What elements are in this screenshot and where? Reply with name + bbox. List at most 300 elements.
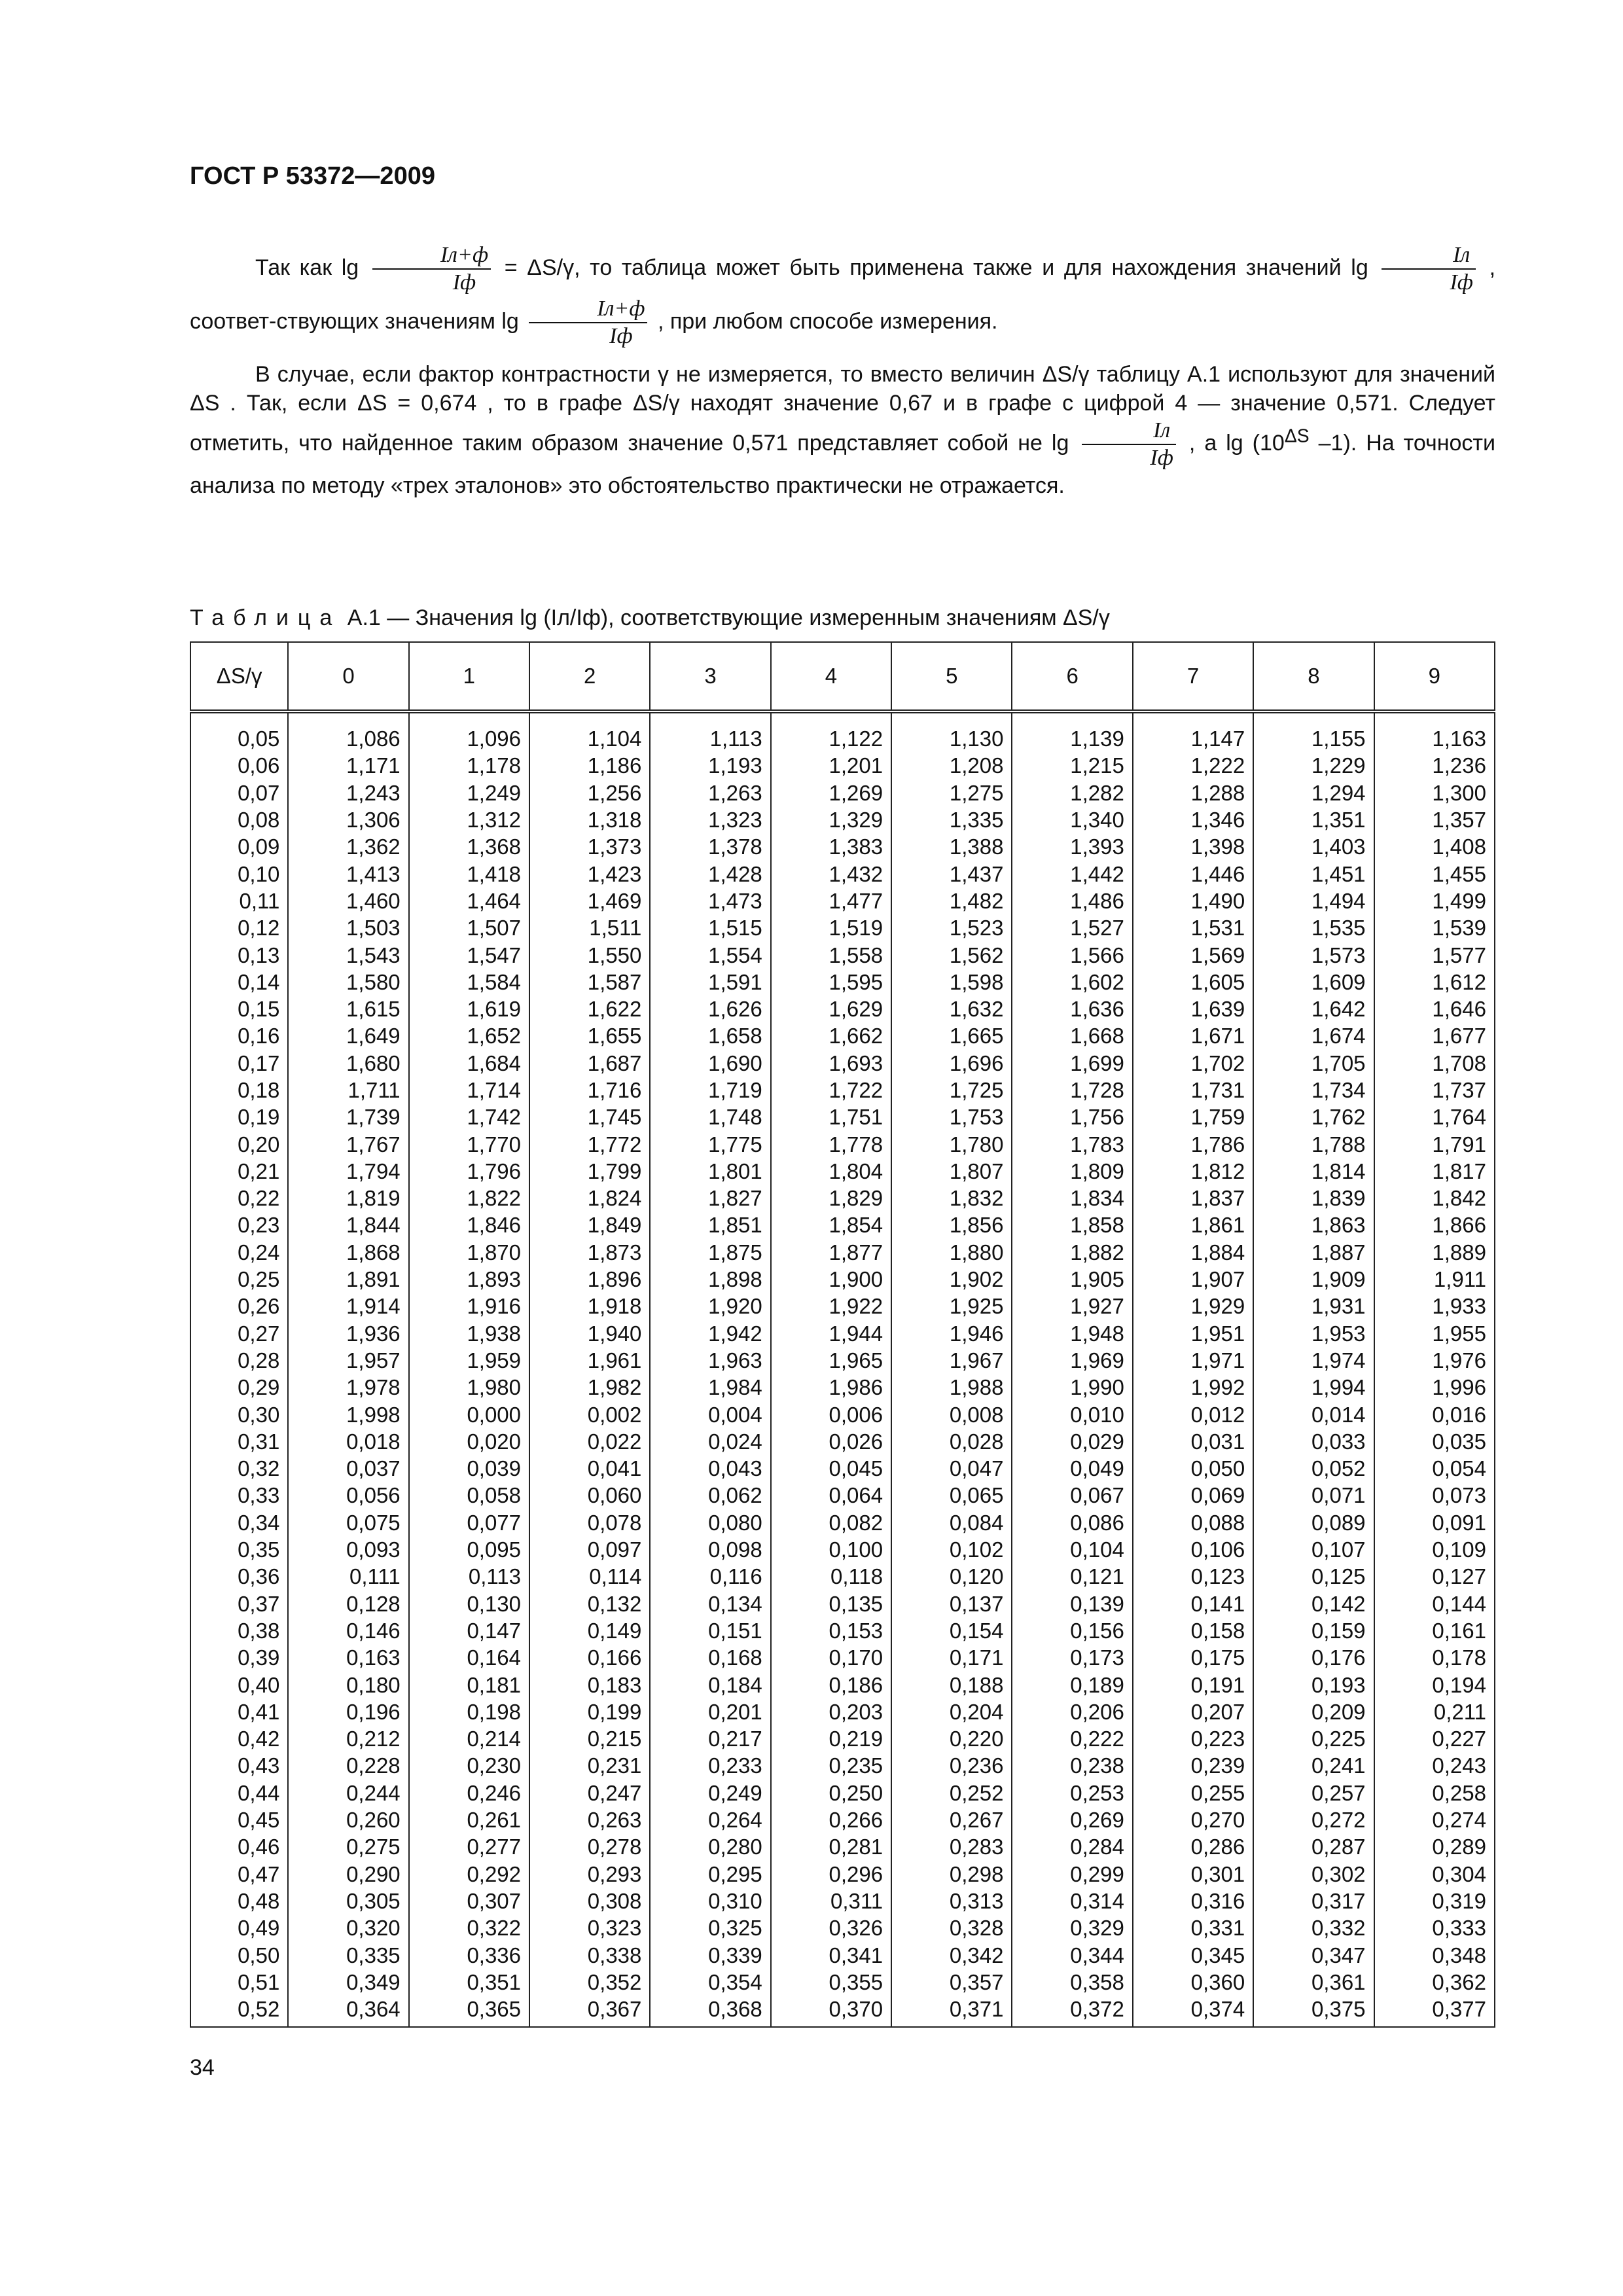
value-cell: 0,171 <box>891 1644 1012 1671</box>
value-cell: 0,016 <box>1374 1401 1495 1427</box>
value-cell: 1,974 <box>1253 1347 1374 1374</box>
value-cell: 0,246 <box>409 1780 529 1806</box>
paragraph-1-part-c: , соответ-ствующих значениям lg <box>190 255 1496 334</box>
value-cell: 0,362 <box>1374 1969 1495 1996</box>
value-cell: 0,333 <box>1374 1914 1495 1941</box>
value-cell: 1,569 <box>1133 941 1253 968</box>
value-cell: 0,241 <box>1253 1752 1374 1779</box>
value-cell: 1,992 <box>1133 1374 1253 1401</box>
value-cell: 0,153 <box>771 1617 891 1644</box>
value-cell: 0,305 <box>288 1888 408 1914</box>
value-cell: 1,587 <box>529 969 650 996</box>
value-cell: 1,288 <box>1133 780 1253 806</box>
value-cell: 0,377 <box>1374 1996 1495 2027</box>
table-row <box>190 888 1495 914</box>
value-cell: 0,047 <box>891 1455 1012 1482</box>
value-cell: 1,739 <box>288 1103 408 1130</box>
value-cell: 0,247 <box>529 1780 650 1806</box>
value-cell: 1,222 <box>1133 752 1253 779</box>
value-cell: 0,342 <box>891 1941 1012 1968</box>
row-key-cell: 0,18 <box>190 1077 288 1103</box>
value-cell: 1,914 <box>288 1293 408 1319</box>
value-cell: 1,702 <box>1133 1050 1253 1077</box>
fraction-lf-second <box>529 296 647 350</box>
value-cell: 0,317 <box>1253 1888 1374 1914</box>
value-cell: 0,335 <box>288 1941 408 1968</box>
row-key-cell: 0,27 <box>190 1320 288 1347</box>
value-cell: 1,809 <box>1012 1158 1132 1185</box>
table-row <box>190 1860 1495 1887</box>
value-cell: 1,464 <box>409 888 529 914</box>
value-cell: 1,938 <box>409 1320 529 1347</box>
value-cell: 1,632 <box>891 996 1012 1022</box>
value-cell: 1,796 <box>409 1158 529 1185</box>
value-cell: 1,936 <box>288 1320 408 1347</box>
value-cell: 0,154 <box>891 1617 1012 1644</box>
value-cell: 1,817 <box>1374 1158 1495 1185</box>
value-cell: 1,096 <box>409 711 529 752</box>
row-key-cell: 0,15 <box>190 996 288 1022</box>
value-cell: 1,486 <box>1012 888 1132 914</box>
value-cell: 0,026 <box>771 1428 891 1455</box>
value-cell: 1,646 <box>1374 996 1495 1022</box>
value-cell: 1,875 <box>650 1239 770 1266</box>
value-cell: 1,665 <box>891 1022 1012 1049</box>
value-cell: 0,071 <box>1253 1482 1374 1509</box>
value-cell: 0,206 <box>1012 1698 1132 1725</box>
value-cell: 1,909 <box>1253 1266 1374 1293</box>
table-row <box>190 996 1495 1022</box>
value-cell: 1,762 <box>1253 1103 1374 1130</box>
value-cell: 1,858 <box>1012 1211 1132 1238</box>
row-key-cell: 0,46 <box>190 1833 288 1860</box>
value-cell: 0,214 <box>409 1725 529 1752</box>
value-cell: 0,050 <box>1133 1455 1253 1482</box>
value-cell: 0,075 <box>288 1509 408 1536</box>
value-cell: 1,446 <box>1133 860 1253 887</box>
fraction-l-numerator: Iл <box>1382 242 1475 270</box>
value-cell: 0,151 <box>650 1617 770 1644</box>
value-cell: 0,277 <box>409 1833 529 1860</box>
value-cell: 0,121 <box>1012 1563 1132 1590</box>
value-cell: 1,413 <box>288 860 408 887</box>
column-header-9: 8 <box>1253 642 1374 711</box>
value-cell: 1,584 <box>409 969 529 996</box>
value-cell: 1,535 <box>1253 914 1374 941</box>
value-cell: 1,171 <box>288 752 408 779</box>
value-cell: 0,243 <box>1374 1752 1495 1779</box>
value-cell: 0,052 <box>1253 1455 1374 1482</box>
value-cell: 0,078 <box>529 1509 650 1536</box>
value-cell: 1,976 <box>1374 1347 1495 1374</box>
value-cell: 0,175 <box>1133 1644 1253 1671</box>
value-cell: 0,354 <box>650 1969 770 1996</box>
table-caption-label: Таблица <box>190 605 342 630</box>
value-cell: 1,428 <box>650 860 770 887</box>
value-cell: 1,086 <box>288 711 408 752</box>
value-cell: 0,065 <box>891 1482 1012 1509</box>
table-row <box>190 1914 1495 1941</box>
value-cell: 1,163 <box>1374 711 1495 752</box>
value-cell: 1,269 <box>771 780 891 806</box>
value-cell: 1,984 <box>650 1374 770 1401</box>
value-cell: 0,091 <box>1374 1509 1495 1536</box>
value-cell: 1,778 <box>771 1130 891 1157</box>
value-cell: 1,573 <box>1253 941 1374 968</box>
value-cell: 1,759 <box>1133 1103 1253 1130</box>
value-cell: 0,336 <box>409 1941 529 1968</box>
value-cell: 0,111 <box>288 1563 408 1590</box>
value-cell: 1,263 <box>650 780 770 806</box>
value-cell: 1,378 <box>650 833 770 860</box>
value-cell: 1,469 <box>529 888 650 914</box>
value-cell: 1,944 <box>771 1320 891 1347</box>
table-row <box>190 1347 1495 1374</box>
value-cell: 0,375 <box>1253 1996 1374 2027</box>
value-cell: 1,300 <box>1374 780 1495 806</box>
column-header-10: 9 <box>1374 642 1495 711</box>
value-cell: 0,116 <box>650 1563 770 1590</box>
value-cell: 1,636 <box>1012 996 1132 1022</box>
value-cell: 1,674 <box>1253 1022 1374 1049</box>
value-cell: 0,252 <box>891 1780 1012 1806</box>
table-row <box>190 1996 1495 2027</box>
value-cell: 1,866 <box>1374 1211 1495 1238</box>
value-cell: 1,652 <box>409 1022 529 1049</box>
value-cell: 1,705 <box>1253 1050 1374 1077</box>
value-cell: 0,308 <box>529 1888 650 1914</box>
value-cell: 1,312 <box>409 806 529 833</box>
row-key-cell: 0,25 <box>190 1266 288 1293</box>
value-cell: 1,748 <box>650 1103 770 1130</box>
value-cell: 1,527 <box>1012 914 1132 941</box>
table-row <box>190 1563 1495 1590</box>
value-cell: 1,905 <box>1012 1266 1132 1293</box>
value-cell: 1,967 <box>891 1347 1012 1374</box>
row-key-cell: 0,33 <box>190 1482 288 1509</box>
value-cell: 1,477 <box>771 888 891 914</box>
row-key-cell: 0,19 <box>190 1103 288 1130</box>
value-cell: 0,281 <box>771 1833 891 1860</box>
table-row <box>190 1617 1495 1644</box>
row-key-cell: 0,11 <box>190 888 288 914</box>
value-cell: 1,699 <box>1012 1050 1132 1077</box>
value-cell: 0,201 <box>650 1698 770 1725</box>
table-row <box>190 1374 1495 1401</box>
value-cell: 0,322 <box>409 1914 529 1941</box>
table-row <box>190 711 1495 752</box>
value-cell: 0,130 <box>409 1590 529 1617</box>
value-cell: 1,900 <box>771 1266 891 1293</box>
value-cell: 1,256 <box>529 780 650 806</box>
value-cell: 1,306 <box>288 806 408 833</box>
value-cell: 0,313 <box>891 1888 1012 1914</box>
value-cell: 0,360 <box>1133 1969 1253 1996</box>
value-cell: 0,106 <box>1133 1536 1253 1563</box>
row-key-cell: 0,43 <box>190 1752 288 1779</box>
value-cell: 1,728 <box>1012 1077 1132 1103</box>
value-cell: 0,100 <box>771 1536 891 1563</box>
paragraph-2-part-b: , а lg (10 <box>1188 430 1285 456</box>
row-key-cell: 0,06 <box>190 752 288 779</box>
value-cell: 0,364 <box>288 1996 408 2027</box>
value-cell: 0,069 <box>1133 1482 1253 1509</box>
row-key-cell: 0,39 <box>190 1644 288 1671</box>
table-row <box>190 806 1495 833</box>
table-row <box>190 1969 1495 1996</box>
value-cell: 1,742 <box>409 1103 529 1130</box>
value-cell: 0,269 <box>1012 1806 1132 1833</box>
value-cell: 0,230 <box>409 1752 529 1779</box>
row-key-cell: 0,41 <box>190 1698 288 1725</box>
table-row <box>190 1428 1495 1455</box>
value-cell: 0,374 <box>1133 1996 1253 2027</box>
value-cell: 1,819 <box>288 1185 408 1211</box>
value-cell: 1,812 <box>1133 1158 1253 1185</box>
value-cell: 0,239 <box>1133 1752 1253 1779</box>
value-cell: 0,207 <box>1133 1698 1253 1725</box>
column-header-5: 4 <box>771 642 891 711</box>
value-cell: 0,345 <box>1133 1941 1253 1968</box>
value-cell: 0,035 <box>1374 1428 1495 1455</box>
value-cell: 1,494 <box>1253 888 1374 914</box>
value-cell: 0,127 <box>1374 1563 1495 1590</box>
value-cell: 0,004 <box>650 1401 770 1427</box>
value-cell: 1,844 <box>288 1211 408 1238</box>
value-cell: 0,137 <box>891 1590 1012 1617</box>
value-cell: 0,080 <box>650 1509 770 1536</box>
value-cell: 1,772 <box>529 1130 650 1157</box>
table-row <box>190 1752 1495 1779</box>
value-cell: 1,794 <box>288 1158 408 1185</box>
value-cell: 1,767 <box>288 1130 408 1157</box>
value-cell: 0,292 <box>409 1860 529 1887</box>
value-cell: 1,473 <box>650 888 770 914</box>
value-cell: 0,134 <box>650 1590 770 1617</box>
value-cell: 0,302 <box>1253 1860 1374 1887</box>
value-cell: 1,186 <box>529 752 650 779</box>
value-cell: 0,199 <box>529 1698 650 1725</box>
value-cell: 1,775 <box>650 1130 770 1157</box>
value-cell: 1,801 <box>650 1158 770 1185</box>
value-cell: 1,751 <box>771 1103 891 1130</box>
fraction-lf-denominator: Iф <box>452 270 476 295</box>
value-cell: 1,856 <box>891 1211 1012 1238</box>
table-row <box>190 941 1495 968</box>
value-cell: 1,451 <box>1253 860 1374 887</box>
value-cell: 0,176 <box>1253 1644 1374 1671</box>
value-cell: 0,332 <box>1253 1914 1374 1941</box>
value-cell: 1,193 <box>650 752 770 779</box>
value-cell: 0,286 <box>1133 1833 1253 1860</box>
value-cell: 0,104 <box>1012 1536 1132 1563</box>
row-key-cell: 0,44 <box>190 1780 288 1806</box>
value-cell: 1,951 <box>1133 1320 1253 1347</box>
value-cell: 0,024 <box>650 1428 770 1455</box>
value-cell: 1,711 <box>288 1077 408 1103</box>
value-cell: 0,073 <box>1374 1482 1495 1509</box>
value-cell: 0,163 <box>288 1644 408 1671</box>
value-cell: 0,029 <box>1012 1428 1132 1455</box>
value-cell: 0,365 <box>409 1996 529 2027</box>
value-cell: 1,822 <box>409 1185 529 1211</box>
value-cell: 0,275 <box>288 1833 408 1860</box>
row-key-cell: 0,29 <box>190 1374 288 1401</box>
table-row <box>190 1780 1495 1806</box>
value-cell: 1,929 <box>1133 1293 1253 1319</box>
value-cell: 0,098 <box>650 1536 770 1563</box>
row-key-cell: 0,24 <box>190 1239 288 1266</box>
value-cell: 1,737 <box>1374 1077 1495 1103</box>
row-key-cell: 0,50 <box>190 1941 288 1968</box>
value-cell: 0,244 <box>288 1780 408 1806</box>
value-cell: 0,144 <box>1374 1590 1495 1617</box>
value-cell: 1,786 <box>1133 1130 1253 1157</box>
value-cell: 1,837 <box>1133 1185 1253 1211</box>
value-cell: 0,326 <box>771 1914 891 1941</box>
value-cell: 0,370 <box>771 1996 891 2027</box>
value-cell: 0,257 <box>1253 1780 1374 1806</box>
table-body <box>190 711 1495 2027</box>
value-cell: 1,595 <box>771 969 891 996</box>
fraction-l-second <box>1082 418 1175 471</box>
paragraph-2-superscript: ΔS <box>1284 425 1310 447</box>
table-row <box>190 1050 1495 1077</box>
row-key-cell: 0,08 <box>190 806 288 833</box>
value-cell: 1,851 <box>650 1211 770 1238</box>
value-cell: 0,183 <box>529 1671 650 1698</box>
value-cell: 0,299 <box>1012 1860 1132 1887</box>
row-key-cell: 0,21 <box>190 1158 288 1185</box>
value-cell: 1,882 <box>1012 1239 1132 1266</box>
value-cell: 0,371 <box>891 1996 1012 2027</box>
value-cell: 0,000 <box>409 1401 529 1427</box>
row-key-cell: 0,22 <box>190 1185 288 1211</box>
value-cell: 1,834 <box>1012 1185 1132 1211</box>
row-key-cell: 0,51 <box>190 1969 288 1996</box>
value-cell: 1,783 <box>1012 1130 1132 1157</box>
value-cell: 1,340 <box>1012 806 1132 833</box>
row-key-cell: 0,36 <box>190 1563 288 1590</box>
value-cell: 1,788 <box>1253 1130 1374 1157</box>
row-key-cell: 0,48 <box>190 1888 288 1914</box>
value-cell: 1,846 <box>409 1211 529 1238</box>
value-cell: 0,293 <box>529 1860 650 1887</box>
value-cell: 0,298 <box>891 1860 1012 1887</box>
value-cell: 1,891 <box>288 1266 408 1293</box>
value-cell: 1,911 <box>1374 1266 1495 1293</box>
value-cell: 0,320 <box>288 1914 408 1941</box>
table-row <box>190 1266 1495 1293</box>
row-key-cell: 0,42 <box>190 1725 288 1752</box>
table-row <box>190 1185 1495 1211</box>
value-cell: 1,147 <box>1133 711 1253 752</box>
value-cell: 0,311 <box>771 1888 891 1914</box>
value-cell: 1,725 <box>891 1077 1012 1103</box>
value-cell: 0,173 <box>1012 1644 1132 1671</box>
row-key-cell: 0,26 <box>190 1293 288 1319</box>
value-cell: 1,839 <box>1253 1185 1374 1211</box>
value-cell: 0,158 <box>1133 1617 1253 1644</box>
value-cell: 0,028 <box>891 1428 1012 1455</box>
value-cell: 0,020 <box>409 1428 529 1455</box>
value-cell: 1,558 <box>771 941 891 968</box>
value-cell: 1,577 <box>1374 941 1495 968</box>
value-cell: 0,178 <box>1374 1644 1495 1671</box>
value-cell: 1,982 <box>529 1374 650 1401</box>
value-cell: 1,946 <box>891 1320 1012 1347</box>
column-header-8: 7 <box>1133 642 1253 711</box>
value-cell: 1,668 <box>1012 1022 1132 1049</box>
value-cell: 1,829 <box>771 1185 891 1211</box>
value-cell: 0,156 <box>1012 1617 1132 1644</box>
row-key-cell: 0,07 <box>190 780 288 806</box>
table-row <box>190 860 1495 887</box>
value-cell: 0,361 <box>1253 1969 1374 1996</box>
fraction-lf <box>372 242 491 296</box>
row-key-cell: 0,09 <box>190 833 288 860</box>
value-cell: 0,274 <box>1374 1806 1495 1833</box>
value-cell: 1,849 <box>529 1211 650 1238</box>
value-cell: 1,854 <box>771 1211 891 1238</box>
value-cell: 1,690 <box>650 1050 770 1077</box>
value-cell: 0,301 <box>1133 1860 1253 1887</box>
value-cell: 0,198 <box>409 1698 529 1725</box>
value-cell: 0,132 <box>529 1590 650 1617</box>
value-cell: 1,889 <box>1374 1239 1495 1266</box>
value-cell: 0,255 <box>1133 1780 1253 1806</box>
value-cell: 1,671 <box>1133 1022 1253 1049</box>
value-cell: 0,077 <box>409 1509 529 1536</box>
value-cell: 1,907 <box>1133 1266 1253 1293</box>
value-cell: 0,184 <box>650 1671 770 1698</box>
row-key-cell: 0,40 <box>190 1671 288 1698</box>
value-cell: 1,988 <box>891 1374 1012 1401</box>
row-key-cell: 0,30 <box>190 1401 288 1427</box>
column-header-ratio: ΔS/γ <box>190 642 288 711</box>
value-cell: 1,515 <box>650 914 770 941</box>
value-cell: 1,764 <box>1374 1103 1495 1130</box>
row-key-cell: 0,28 <box>190 1347 288 1374</box>
value-cell: 1,236 <box>1374 752 1495 779</box>
value-cell: 0,368 <box>650 1996 770 2027</box>
value-cell: 0,194 <box>1374 1671 1495 1698</box>
value-cell: 1,693 <box>771 1050 891 1077</box>
table-row <box>190 1130 1495 1157</box>
value-cell: 1,282 <box>1012 780 1132 806</box>
table-row <box>190 1103 1495 1130</box>
value-cell: 1,335 <box>891 806 1012 833</box>
value-cell: 0,008 <box>891 1401 1012 1427</box>
value-cell: 0,193 <box>1253 1671 1374 1698</box>
value-cell: 1,870 <box>409 1239 529 1266</box>
value-cell: 1,961 <box>529 1347 650 1374</box>
value-cell: 1,323 <box>650 806 770 833</box>
value-cell: 0,088 <box>1133 1509 1253 1536</box>
value-cell: 0,189 <box>1012 1671 1132 1698</box>
value-cell: 0,164 <box>409 1644 529 1671</box>
value-cell: 0,339 <box>650 1941 770 1968</box>
value-cell: 1,318 <box>529 806 650 833</box>
value-cell: 0,258 <box>1374 1780 1495 1806</box>
value-cell: 0,128 <box>288 1590 408 1617</box>
column-header-1: 0 <box>288 642 408 711</box>
value-cell: 1,716 <box>529 1077 650 1103</box>
value-cell: 1,791 <box>1374 1130 1495 1157</box>
row-key-cell: 0,52 <box>190 1996 288 2027</box>
value-cell: 0,196 <box>288 1698 408 1725</box>
value-cell: 0,357 <box>891 1969 1012 1996</box>
